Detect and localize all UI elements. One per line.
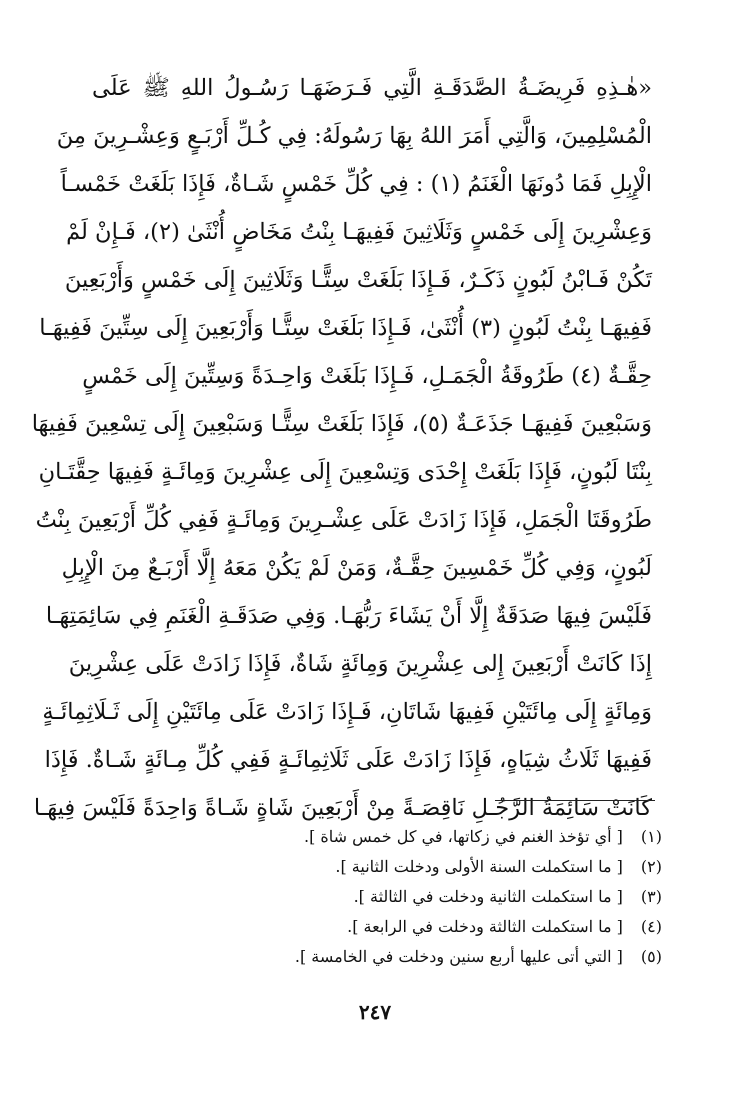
text-line: وَعِشْرِينَ إِلَى خَمْسٍ وَثَلَاثِينَ فَفِيهَـا بِنْتُ مَخَاضٍ أُنْثَىٰ (٢)، فَـإِنْ لَمْ <box>66 219 652 245</box>
footnote-item <box>102 942 662 972</box>
footnote-text: [ ما استكملت السنة الأولى ودخلت الثانية ]. <box>335 857 623 876</box>
text-line: فَلَيْسَ فِيهَا صَدَقَةٌ إِلَّا أَنْ يَشَاءَ رَبُّهَـا. وَفِي صَدَقَـةِ الْغَنَمِ فِي سَائِمَتِهَـا <box>45 603 652 629</box>
text-line: لَبُونٍ، وَفِي كُلِّ خَمْسِينَ حِقَّـةٌ، وَمَنْ لَمْ يَكُنْ مَعَهُ إِلَّا أَرْبَـعٌ مِنَ الْإِبِلِ <box>61 555 652 581</box>
footnote-number: (٤) <box>640 917 662 936</box>
footnote-text: [ التي أتى عليها أربع سنين ودخلت في الخامسة ]. <box>294 947 623 966</box>
text-line: بِنْتَا لَبُونٍ، فَإِذَا بَلَغَتْ إِحْدَى وَتِسْعِينَ إِلَى عِشْرِينَ وَمِائَـةٍ فَفِيهَا حِقَّتَـانِ <box>38 459 652 485</box>
footnote-item <box>102 852 662 882</box>
text-line: فَفِيهَا ثَلَاثُ شِيَاهٍ، فَإِذَا زَادَتْ عَلَى ثَلَاثِمِائَـةٍ فَفِي كُلِّ مِـائَةٍ شَـاةٌ. فَإِذَا <box>44 747 652 773</box>
footnote-item <box>102 822 662 852</box>
text-line: حِقَّـةٌ (٤) طَرُوقَةُ الْجَمَـلِ، فَـإِذَا بَلَغَتْ وَاحِـدَةً وَسِتِّينَ إِلَى خَمْسٍ <box>82 363 652 389</box>
text-line: طَرُوقَتَا الْجَمَلِ، فَإِذَا زَادَتْ عَلَى عِشْـرِينَ وَمِائَـةٍ فَفِي كُلِّ أَرْبَعِينَ بِنْتُ <box>35 507 652 533</box>
footnote-text: [ أي تؤخذ الغنم في زكاتها، في كل خمس شاة ]. <box>303 827 623 846</box>
footnote-item <box>102 882 662 912</box>
text-line: إِذَا كَانَتْ أَرْبَعِينَ إِلى عِشْرِينَ وَمِائَةٍ شَاةٌ، فَإِذَا زَادَتْ عَلَى عِشْرِينَ <box>68 651 652 677</box>
footnote-text: [ ما استكملت الثانية ودخلت في الثالثة ]. <box>353 887 623 906</box>
hadith-text-block <box>31 64 652 832</box>
text-line: وَمِائَةٍ إِلَى مِائَتَيْنِ فَفِيهَا شَاتَانِ، فَـإِذَا زَادَتْ عَلَى مِائَتَيْنِ إِلَى ثَـلَاثِمِائَـةٍ <box>42 699 652 725</box>
text-line: الْإِبِلِ فَمَا دُونَهَا الْغَنَمُ (١) : فِي كُلِّ خَمْسٍ شَـاةٌ، فَإِذَا بَلَغَتْ خَمْسـاً <box>60 171 652 197</box>
text-line: «هٰـذِهِ فَرِيضَـةُ الصَّدَقَـةِ الَّتِي فَـرَضَهَـا رَسُـولُ اللهِ ﷺ عَلَى <box>92 75 652 101</box>
footnote-number: (٣) <box>640 887 662 906</box>
footnotes-list <box>102 822 662 972</box>
footnote-separator <box>495 800 655 801</box>
footnote-number: (٥) <box>640 947 662 966</box>
text-line: الْمُسْلِمِينَ، وَالَّتِي أَمَرَ اللهُ بِهَا رَسُولَهُ: فِي كُـلِّ أَرْبَـعٍ وَعِشْـرِينَ مِنَ <box>56 123 652 149</box>
text-line: وَسَبْعِينَ فَفِيهَـا جَذَعَـةٌ (٥)، فَإِذَا بَلَغَتْ سِتًّـا وَسَبْعِينَ إِلَى تِسْعِينَ فَفِيهَا <box>31 411 652 437</box>
page-number: ٢٤٧ <box>358 1000 392 1024</box>
footnote-number: (١) <box>640 827 662 846</box>
text-line: تَكُنْ فَـابْنُ لَبُونٍ ذَكَـرٌ، فَـإِذَا بَلَغَتْ سِتًّـا وَثَلَاثِينَ إِلَى خَمْسٍ وَأَرْبَعِينَ <box>64 267 652 293</box>
text-line: فَفِيهَـا بِنْتُ لَبُونٍ (٣) أُنْثَىٰ، فَـإِذَا بَلَغَتْ سِتًّـا وَأَرْبَعِينَ إِلَى سِتِّينَ فَفِيهَـا <box>39 315 652 341</box>
footnote-text: [ ما استكملت الثالثة ودخلت في الرابعة ]. <box>347 917 623 936</box>
footnote-item <box>102 912 662 942</box>
text-line: كَانَتْ سَائِمَةُ الرَّجُـلِ نَاقِصَـةً مِنْ أَرْبَعِينَ شَاةٍ شَـاةً وَاحِدَةً فَلَيْسَ فِيهَـا <box>33 795 652 821</box>
footnote-number: (٢) <box>640 857 662 876</box>
